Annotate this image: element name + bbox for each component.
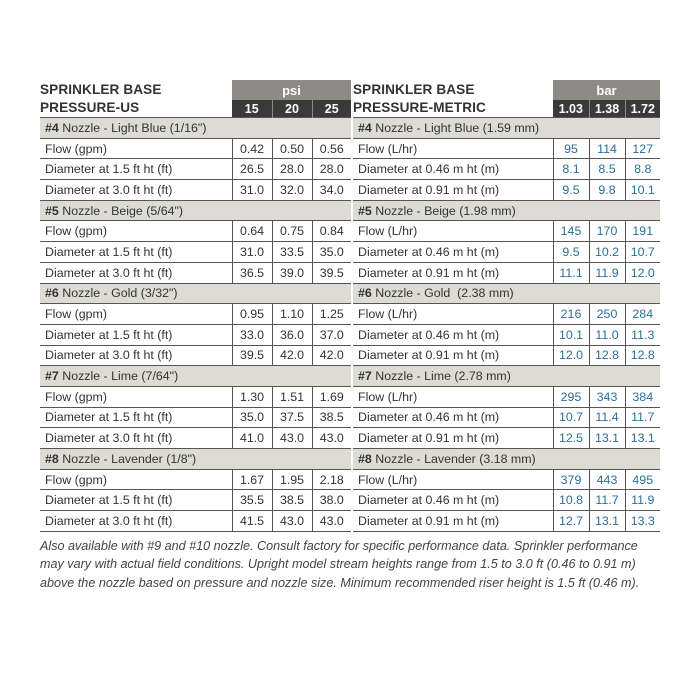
- nozzle-row-fill: [232, 366, 351, 387]
- pressure-header: 1.38: [589, 100, 625, 118]
- value-cell: 28.0: [312, 159, 351, 180]
- value-cell: 9.5: [553, 242, 589, 263]
- row-label: Diameter at 1.5 ft ht (ft): [40, 242, 232, 263]
- pressure-header: 15: [232, 100, 272, 118]
- nozzle-description: Nozzle - Lime (2.78 mm): [371, 369, 511, 384]
- value-cell: 37.0: [312, 324, 351, 345]
- value-cell: 1.10: [272, 304, 312, 325]
- table-row: [40, 407, 351, 428]
- row-label: Flow (L/hr): [353, 304, 553, 325]
- value-cell: 38.5: [312, 407, 351, 428]
- pressure-header: 25: [312, 100, 351, 118]
- value-cell: 343: [589, 386, 625, 407]
- table-row: [40, 345, 351, 366]
- unit-header: psi: [232, 80, 351, 100]
- table-row: [353, 428, 660, 449]
- nozzle-description: Nozzle - Gold (3/32"): [58, 286, 178, 301]
- nozzle-row-fill: [553, 200, 660, 221]
- value-cell: 0.56: [312, 138, 351, 159]
- table-row: [353, 242, 660, 263]
- title-line-2-prefix: PRESSURE-: [40, 100, 121, 115]
- table-row: [353, 304, 660, 325]
- table-row: [40, 490, 351, 511]
- value-cell: 13.1: [625, 428, 660, 449]
- row-label: Flow (L/hr): [353, 138, 553, 159]
- value-cell: 35.5: [232, 490, 272, 511]
- header-row: [353, 80, 660, 100]
- us-pressure-table: [40, 80, 351, 532]
- value-cell: 11.1: [553, 262, 589, 283]
- nozzle-row-fill: [553, 283, 660, 304]
- table-row: [353, 324, 660, 345]
- value-cell: 384: [625, 386, 660, 407]
- metric-pressure-table: [353, 80, 660, 532]
- nozzle-label: [40, 200, 232, 221]
- nozzle-row: [40, 118, 351, 139]
- table-row: [40, 386, 351, 407]
- nozzle-row-fill: [232, 283, 351, 304]
- value-cell: 0.42: [232, 138, 272, 159]
- row-label: Diameter at 3.0 ft ht (ft): [40, 511, 232, 532]
- value-cell: 0.50: [272, 138, 312, 159]
- value-cell: 11.3: [625, 324, 660, 345]
- footnote: Also available with #9 and #10 nozzle. Consult factory for specific performance data. Sprinkler performance may vary with actual field conditions. Upright model stream heights range from 1.5 to 3.0 ft (0.46 to 0.91 m) above the nozzle based on pressure and nozzle size. Minimum recommended riser height is 1.5 ft (0.46 m).: [40, 538, 640, 590]
- nozzle-label: [353, 200, 553, 221]
- value-cell: 43.0: [312, 428, 351, 449]
- value-cell: 38.5: [272, 490, 312, 511]
- title-line-2-prefix: PRESSURE-: [353, 100, 434, 115]
- title-line-1: SPRINKLER BASE: [40, 82, 162, 97]
- value-cell: 35.0: [312, 242, 351, 263]
- table-row: [353, 345, 660, 366]
- table-row: [40, 242, 351, 263]
- value-cell: 0.75: [272, 221, 312, 242]
- nozzle-row: [353, 200, 660, 221]
- table-row: [353, 490, 660, 511]
- value-cell: 31.0: [232, 242, 272, 263]
- value-cell: 8.1: [553, 159, 589, 180]
- value-cell: 1.30: [232, 386, 272, 407]
- nozzle-row-fill: [553, 366, 660, 387]
- value-cell: 39.5: [312, 262, 351, 283]
- table-row: [40, 159, 351, 180]
- table-row: [40, 304, 351, 325]
- row-label: Flow (gpm): [40, 221, 232, 242]
- value-cell: 10.1: [625, 180, 660, 201]
- value-cell: 10.7: [625, 242, 660, 263]
- row-label: Flow (L/hr): [353, 221, 553, 242]
- header-row: [40, 80, 351, 100]
- title-line-2-suffix: US: [120, 100, 140, 115]
- table-row: [353, 180, 660, 201]
- table-row: [353, 221, 660, 242]
- value-cell: 26.5: [232, 159, 272, 180]
- nozzle-description: Nozzle - Lime (7/64"): [58, 369, 179, 384]
- row-label: Diameter at 3.0 ft ht (ft): [40, 180, 232, 201]
- table-title: [353, 80, 553, 118]
- nozzle-number: #5: [358, 203, 372, 218]
- table-row: [40, 324, 351, 345]
- row-label: Diameter at 1.5 ft ht (ft): [40, 490, 232, 511]
- nozzle-label: [40, 449, 232, 470]
- value-cell: 41.0: [232, 428, 272, 449]
- value-cell: 33.5: [272, 242, 312, 263]
- nozzle-description: Nozzle - Lavender (3.18 mm): [371, 451, 536, 466]
- nozzle-row-fill: [553, 118, 660, 139]
- value-cell: 170: [589, 221, 625, 242]
- value-cell: 39.0: [272, 262, 312, 283]
- row-label: Diameter at 0.91 m ht (m): [353, 428, 553, 449]
- value-cell: 95: [553, 138, 589, 159]
- table-row: [353, 262, 660, 283]
- table-row: [353, 469, 660, 490]
- value-cell: 12.5: [553, 428, 589, 449]
- value-cell: 1.51: [272, 386, 312, 407]
- value-cell: 12.8: [625, 345, 660, 366]
- nozzle-number: #5: [45, 203, 59, 218]
- nozzle-row-fill: [232, 200, 351, 221]
- value-cell: 11.4: [589, 407, 625, 428]
- nozzle-row-fill: [232, 449, 351, 470]
- value-cell: 43.0: [312, 511, 351, 532]
- value-cell: 114: [589, 138, 625, 159]
- value-cell: 9.8: [589, 180, 625, 201]
- nozzle-number: #4: [358, 120, 372, 135]
- value-cell: 13.1: [589, 428, 625, 449]
- nozzle-row: [40, 366, 351, 387]
- row-label: Diameter at 3.0 ft ht (ft): [40, 262, 232, 283]
- nozzle-row: [353, 283, 660, 304]
- nozzle-number: #8: [45, 451, 59, 466]
- value-cell: 127: [625, 138, 660, 159]
- row-label: Diameter at 3.0 ft ht (ft): [40, 428, 232, 449]
- value-cell: 284: [625, 304, 660, 325]
- nozzle-row: [40, 283, 351, 304]
- value-cell: 36.0: [272, 324, 312, 345]
- nozzle-row-fill: [232, 118, 351, 139]
- value-cell: 42.0: [312, 345, 351, 366]
- value-cell: 8.5: [589, 159, 625, 180]
- nozzle-description: Nozzle - Beige (5/64"): [58, 203, 184, 218]
- pressure-header: 1.03: [553, 100, 589, 118]
- title-line-2-suffix: METRIC: [433, 100, 486, 115]
- row-label: Diameter at 0.46 m ht (m): [353, 490, 553, 511]
- pressure-header: 1.72: [625, 100, 660, 118]
- row-label: Diameter at 0.46 m ht (m): [353, 242, 553, 263]
- nozzle-label: [353, 449, 553, 470]
- value-cell: 0.64: [232, 221, 272, 242]
- pressure-header: 20: [272, 100, 312, 118]
- row-label: Diameter at 0.91 m ht (m): [353, 262, 553, 283]
- unit-header: bar: [553, 80, 660, 100]
- table-row: [40, 138, 351, 159]
- value-cell: 39.5: [232, 345, 272, 366]
- value-cell: 42.0: [272, 345, 312, 366]
- value-cell: 1.95: [272, 469, 312, 490]
- table-row: [40, 180, 351, 201]
- table-row: [40, 428, 351, 449]
- value-cell: 34.0: [312, 180, 351, 201]
- table-row: [353, 159, 660, 180]
- nozzle-row: [40, 449, 351, 470]
- value-cell: 28.0: [272, 159, 312, 180]
- nozzle-description: Nozzle - Beige (1.98 mm): [371, 203, 516, 218]
- nozzle-number: #7: [45, 369, 59, 384]
- table-row: [40, 469, 351, 490]
- value-cell: 11.7: [625, 407, 660, 428]
- value-cell: 216: [553, 304, 589, 325]
- nozzle-number: #6: [45, 286, 59, 301]
- table-row: [353, 386, 660, 407]
- nozzle-number: #6: [358, 286, 372, 301]
- value-cell: 13.1: [589, 511, 625, 532]
- value-cell: 250: [589, 304, 625, 325]
- value-cell: 1.67: [232, 469, 272, 490]
- value-cell: 2.18: [312, 469, 351, 490]
- nozzle-label: [40, 283, 232, 304]
- value-cell: 35.0: [232, 407, 272, 428]
- value-cell: 10.7: [553, 407, 589, 428]
- table-title: [40, 80, 232, 118]
- value-cell: 11.0: [589, 324, 625, 345]
- value-cell: 1.25: [312, 304, 351, 325]
- value-cell: 145: [553, 221, 589, 242]
- value-cell: 43.0: [272, 511, 312, 532]
- value-cell: 31.0: [232, 180, 272, 201]
- table-row: [353, 138, 660, 159]
- nozzle-label: [40, 366, 232, 387]
- value-cell: 37.5: [272, 407, 312, 428]
- value-cell: 12.0: [553, 345, 589, 366]
- nozzle-row: [353, 366, 660, 387]
- value-cell: 38.0: [312, 490, 351, 511]
- nozzle-row: [40, 200, 351, 221]
- row-label: Flow (L/hr): [353, 469, 553, 490]
- row-label: Diameter at 0.46 m ht (m): [353, 159, 553, 180]
- row-label: Diameter at 1.5 ft ht (ft): [40, 324, 232, 345]
- row-label: Diameter at 0.91 m ht (m): [353, 180, 553, 201]
- row-label: Flow (gpm): [40, 386, 232, 407]
- nozzle-row: [353, 118, 660, 139]
- value-cell: 1.69: [312, 386, 351, 407]
- value-cell: 191: [625, 221, 660, 242]
- value-cell: 0.95: [232, 304, 272, 325]
- value-cell: 9.5: [553, 180, 589, 201]
- row-label: Diameter at 0.91 m ht (m): [353, 345, 553, 366]
- value-cell: 10.2: [589, 242, 625, 263]
- value-cell: 36.5: [232, 262, 272, 283]
- row-label: Diameter at 0.91 m ht (m): [353, 511, 553, 532]
- nozzle-description: Nozzle - Light Blue (1/16"): [58, 120, 207, 135]
- row-label: Diameter at 3.0 ft ht (ft): [40, 345, 232, 366]
- nozzle-number: #4: [45, 120, 59, 135]
- nozzle-label: [40, 118, 232, 139]
- nozzle-description: Nozzle - Lavender (1/8"): [58, 451, 197, 466]
- value-cell: 10.8: [553, 490, 589, 511]
- value-cell: 10.1: [553, 324, 589, 345]
- value-cell: 12.0: [625, 262, 660, 283]
- table-row: [40, 262, 351, 283]
- table-row: [40, 221, 351, 242]
- value-cell: 43.0: [272, 428, 312, 449]
- nozzle-description: Nozzle - Gold (2.38 mm): [371, 286, 514, 301]
- row-label: Flow (gpm): [40, 138, 232, 159]
- value-cell: 8.8: [625, 159, 660, 180]
- value-cell: 11.9: [589, 262, 625, 283]
- value-cell: 495: [625, 469, 660, 490]
- nozzle-description: Nozzle - Light Blue (1.59 mm): [371, 120, 540, 135]
- nozzle-row: [353, 449, 660, 470]
- value-cell: 33.0: [232, 324, 272, 345]
- row-label: Diameter at 1.5 ft ht (ft): [40, 407, 232, 428]
- value-cell: 41.5: [232, 511, 272, 532]
- row-label: Diameter at 0.46 m ht (m): [353, 407, 553, 428]
- value-cell: 12.8: [589, 345, 625, 366]
- nozzle-label: [353, 283, 553, 304]
- nozzle-number: #7: [358, 369, 372, 384]
- value-cell: 0.84: [312, 221, 351, 242]
- value-cell: 11.7: [589, 490, 625, 511]
- value-cell: 13.3: [625, 511, 660, 532]
- table-row: [353, 511, 660, 532]
- value-cell: 379: [553, 469, 589, 490]
- table-row: [40, 511, 351, 532]
- nozzle-label: [353, 366, 553, 387]
- nozzle-number: #8: [358, 451, 372, 466]
- row-label: Flow (gpm): [40, 469, 232, 490]
- nozzle-label: [353, 118, 553, 139]
- value-cell: 32.0: [272, 180, 312, 201]
- value-cell: 12.7: [553, 511, 589, 532]
- value-cell: 11.9: [625, 490, 660, 511]
- row-label: Flow (gpm): [40, 304, 232, 325]
- table-row: [353, 407, 660, 428]
- row-label: Diameter at 1.5 ft ht (ft): [40, 159, 232, 180]
- value-cell: 443: [589, 469, 625, 490]
- nozzle-row-fill: [553, 449, 660, 470]
- value-cell: 295: [553, 386, 589, 407]
- title-line-1: SPRINKLER BASE: [353, 82, 475, 97]
- row-label: Diameter at 0.46 m ht (m): [353, 324, 553, 345]
- row-label: Flow (L/hr): [353, 386, 553, 407]
